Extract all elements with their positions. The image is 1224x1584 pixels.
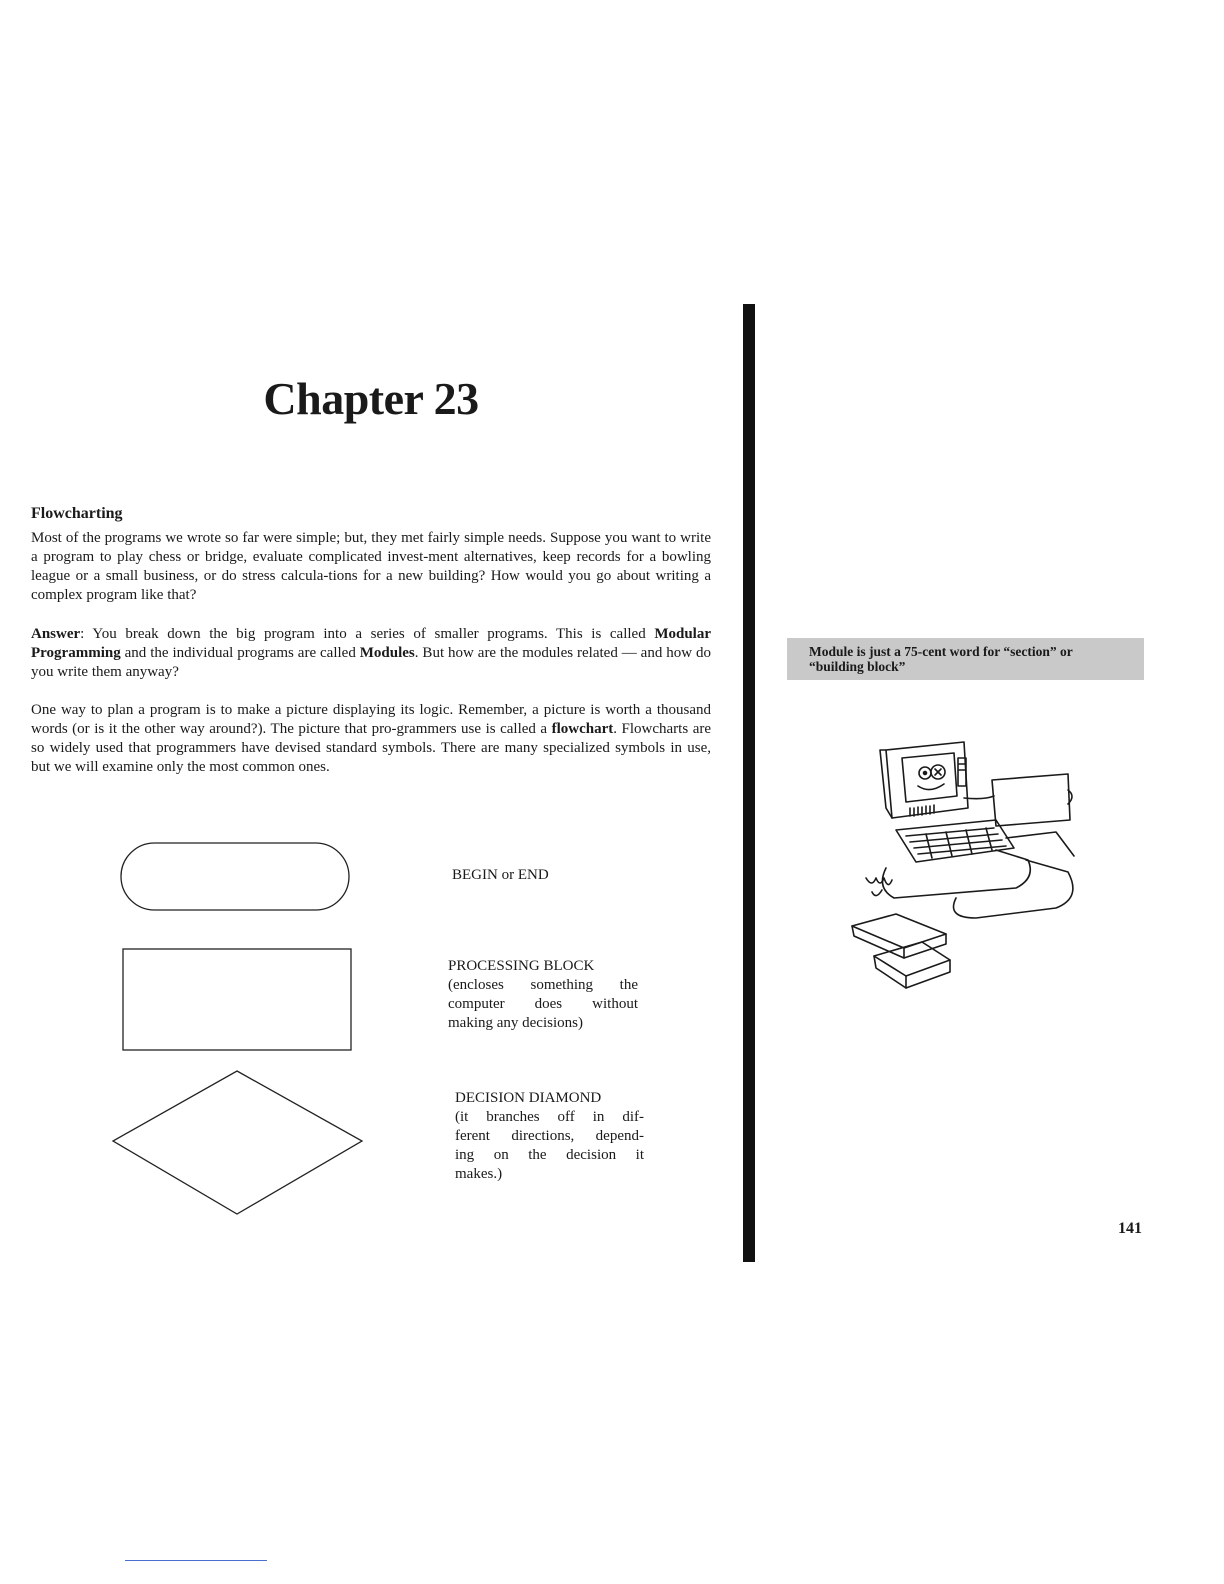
answer-text-1: : You break down the big program into a series of smaller programs. This is called xyxy=(80,626,655,642)
footer-rule xyxy=(125,1560,267,1561)
sidebar-callout xyxy=(787,638,1144,680)
processing-desc-line: making any decisions) xyxy=(448,1015,583,1031)
decision-symbol xyxy=(113,1071,362,1214)
decision-desc-line: makes.) xyxy=(455,1166,503,1182)
callout-line: “building block” xyxy=(809,659,906,674)
processing-desc-line: computer does without xyxy=(448,996,638,1012)
callout-line: Module is just a 75-cent word for “section” or xyxy=(809,644,1073,659)
decision-desc-line: ing on the decision it xyxy=(455,1147,644,1163)
term-modular-programming: Modular Programming xyxy=(31,626,711,661)
answer-text-2: and the individual programs are called xyxy=(120,645,360,661)
decision-title: DECISION DIAMOND xyxy=(455,1090,602,1106)
computer-mascot-icon xyxy=(846,738,1081,998)
page-number: 141 xyxy=(1118,1220,1142,1237)
term-flowchart: flowchart xyxy=(551,721,614,737)
processing-title: PROCESSING BLOCK xyxy=(448,958,595,974)
answer-lead: Answer xyxy=(31,626,81,642)
section-heading: Flowcharting xyxy=(31,505,123,522)
processing-symbol xyxy=(123,949,351,1050)
decision-desc-line: ferent directions, depend- xyxy=(455,1128,644,1144)
flowchart-text-2: . Flowcharts are so widely used that programmers have devised standard symbols. There are many specialized symbols in use, but we will examine only the most common ones. xyxy=(31,721,712,775)
chapter-title: Chapter 23 xyxy=(263,373,479,424)
processing-label xyxy=(448,957,638,1033)
term-modules: Modules xyxy=(359,645,415,661)
page-divider-bar xyxy=(743,304,755,1262)
flowchart-text-1: One way to plan a program is to make a picture displaying its logic. Remember, a picture is worth a thousand words (or is it the other way around?). The picture that pro-grammers use is called a xyxy=(31,702,711,737)
terminal-label: BEGIN or END xyxy=(452,867,549,883)
processing-desc-line: (encloses something the xyxy=(448,977,638,993)
paragraph-intro: Most of the programs we wrote so far were simple; but, they met fairly simple needs. Suppose you want to write a program to play chess or bridge, evaluate complicated invest-ment alternatives, keep records for a bowling league or a small business, or do stress calcula-tions for a new building? How would you go about writing a complex program like that? xyxy=(31,530,711,603)
flowchart-symbols xyxy=(0,0,760,1230)
answer-text-3: . But how are the modules related — and how do you write them anyway? xyxy=(31,645,711,680)
decision-label xyxy=(455,1089,644,1184)
decision-desc-line: (it branches off in dif- xyxy=(455,1109,644,1125)
terminal-symbol xyxy=(121,843,349,910)
